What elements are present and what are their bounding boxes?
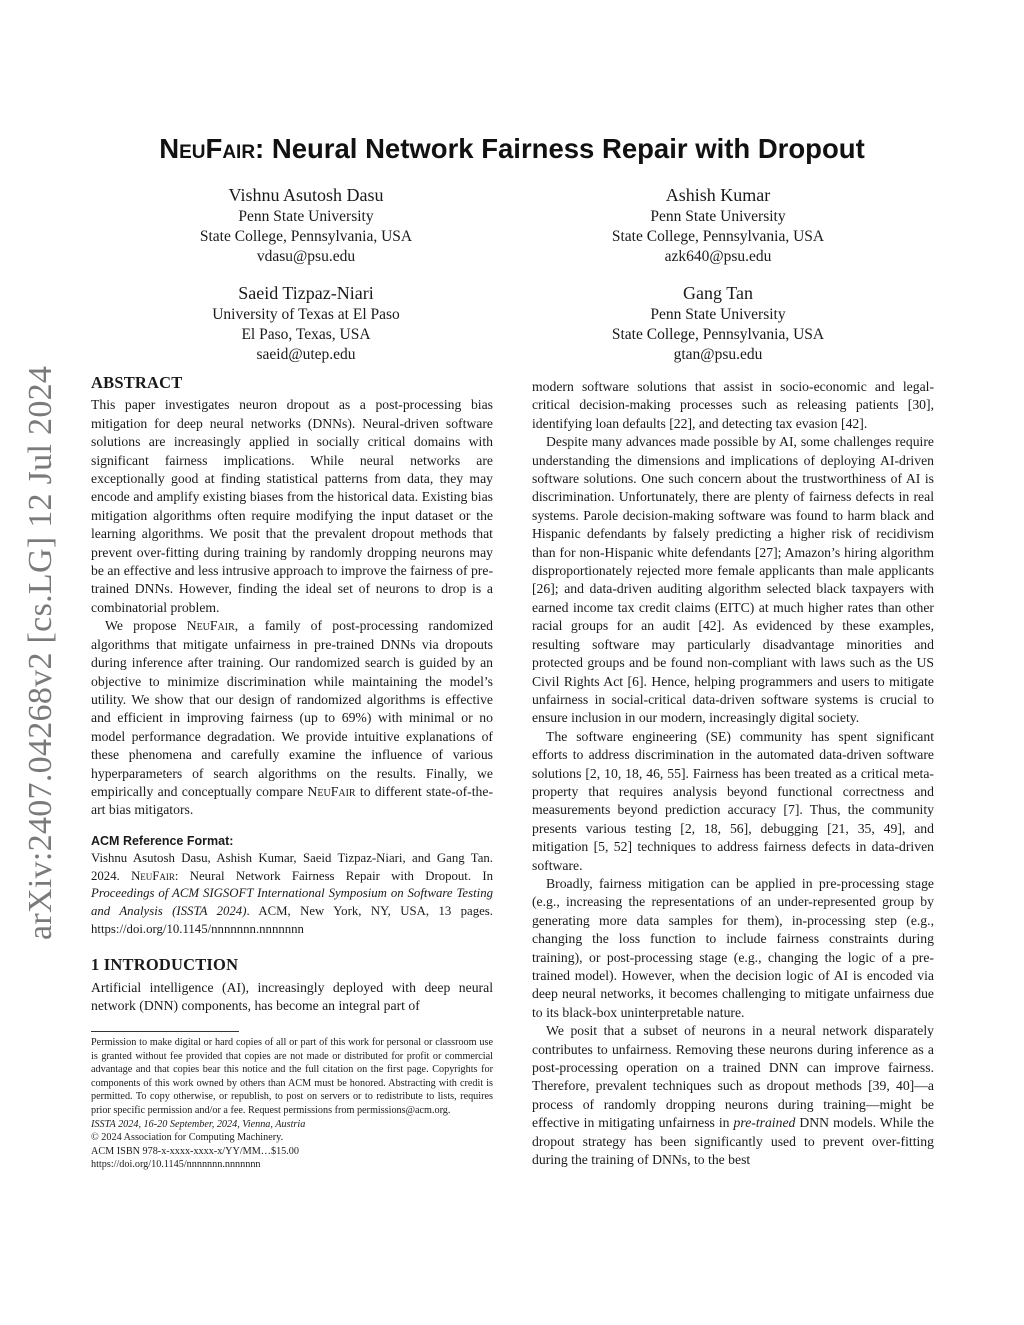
body-paragraph: Broadly, fairness mitigation can be applied in pre-processing stage (e.g., increasing the representations of an under-represented group by generating more data samples for them), in-processing step (e.g., changing the loss function to include fairness constraints during training), or post-processing stage (e.g., changing the logic of a pre-trained model). However, when the decision logic of AI is encoded via deep neural networks, it becomes challenging to mitigate unfairness due to its black-box uninterpretable nature. (532, 875, 934, 1020)
author-block (126, 281, 486, 365)
author-name: Saeid Tizpaz-Niari (238, 283, 374, 303)
system-name: NeuFair (307, 783, 356, 799)
author-email[interactable]: saeid@utep.edu (256, 346, 356, 363)
acm-reference-heading: ACM Reference Format: (91, 833, 234, 848)
conference-info: ISSTA 2024, 16-20 September, 2024, Vienna, Austria (91, 1118, 306, 1130)
body-paragraph: We posit that a subset of neurons in a neural network disparately contributes to unfairness. Removing these neurons during inference as a post-processing operation on a trained DNN can improve fairness. Therefore, prevalent techniques such as dropout methods [39, 40]—a process of randomly dropping neurons during training—might be effective in mitigating unfairness in pre-trained DNN models. While the dropout strategy has been significantly used to prevent over-fitting during the training of DNNs, to the best (532, 1023, 934, 1168)
author-name: Vishnu Asutosh Dasu (228, 185, 384, 205)
introduction-paragraph: Artificial intelligence (AI), increasingly deployed with deep neural network (DNN) components, has become an integral part of (91, 979, 493, 1013)
author-block (538, 281, 898, 365)
left-column (91, 374, 493, 1015)
author-name: Gang Tan (683, 283, 753, 303)
acm-reference-text: Vishnu Asutosh Dasu, Ashish Kumar, Saeid Tizpaz-Niari, and Gang Tan. 2024. NeuFair: Neural Network Fairness Repair with Dropout. In Proceedings of ACM SIGSOFT International Symposium on Software Testing and Analysis (ISSTA 2024). ACM, New York, NY, USA, 13 pages. https://doi.org/10.1145/nnnnnnn.nnnnnnn (91, 851, 493, 936)
copyright-line: © 2024 Association for Computing Machinery. (91, 1132, 284, 1144)
author-affiliation: Penn State University (238, 208, 374, 225)
title-rest: : Neural Network Fairness Repair with Dropout (255, 133, 865, 164)
title-system-name: NeuFair (159, 133, 256, 164)
introduction-heading: 1 INTRODUCTION (91, 955, 239, 975)
body-paragraph: Despite many advances made possible by AI, some challenges require understanding the dimensions and implications of deploying AI-driven software solutions. One such concern about the trustworthiness of AI is discrimination. Unfortunately, there are plenty of fairness defects in real systems. Parole decision-making software was found to harm black and Hispanic defendants by falsely predicting a higher risk of recidivism than for non-Hispanic white defendants [27]; Amazon’s hiring algorithm disproportionately rejected more female applicants than male applicants [26]; and data-driven auditing algorithm selected black taxpayers with earned income tax credit claims (EITC) at much higher rates than other racial groups for an audit [42]. As evidenced by these examples, resulting software may particularly disadvantage minorities and protected groups and be found non-compliant with laws such as the US Civil Rights Act [6]. Hence, helping programmers and users to mitigate unfairness in social-critical data-driven software systems is crucial to ensure inclusion in our modern, increasingly digital society. (532, 434, 934, 726)
author-affiliation: Penn State University (650, 208, 786, 225)
system-name: NeuFair (186, 618, 235, 634)
author-location: State College, Pennsylvania, USA (199, 228, 413, 245)
abstract-paragraph: This paper investigates neuron dropout as a post-processing bias mitigation for deep neural networks (DNNs). Neural-driven software solutions are increasingly applied in socially critical domains with significant fairness implications. While neural networks are exceptionally good at finding statistical patterns from data, they may encode and amplify existing biases from the historical data. Existing bias mitigation algorithms often require modifying the input dataset or the learning algorithms. We posit that the prevalent dropout methods that prevent over-fitting during training by randomly dropping neurons may be an effective and less intrusive approach to improve the fairness of pre-trained DNNs. However, finding the ideal set of neurons to drop is a combinatorial problem. (91, 397, 493, 615)
author-location: State College, Pennsylvania, USA (611, 228, 825, 245)
arxiv-identifier: arXiv:2407.04268v2 [cs.LG] 12 Jul 2024 (22, 365, 59, 940)
copyright-footnote (91, 1036, 493, 1172)
doi-link[interactable]: https://doi.org/10.1145/nnnnnnn.nnnnnnn (91, 1159, 261, 1171)
author-location: State College, Pennsylvania, USA (611, 326, 825, 343)
author-email[interactable]: vdasu@psu.edu (256, 248, 356, 265)
author-email[interactable]: gtan@psu.edu (673, 346, 763, 363)
abstract-heading: ABSTRACT (91, 373, 183, 392)
body-paragraph: modern software solutions that assist in socio-economic and legal-critical decision-making processes such as releasing patients [30], identifying loan defaults [22], and detecting tax evasion [42]. (532, 379, 934, 431)
abstract-paragraph: We propose NeuFair, a family of post-processing randomized algorithms that mitigate unfairness in pre-trained DNNs via dropouts during inference after training. Our randomized search is guided by an objective to minimize discrimination while maintaining the model’s utility. We show that our design of randomized algorithms is effective and efficient in improving fairness (up to 69%) with minimal or no model performance degradation. We provide intuitive explanations of these phenomena and carefully examine the influence of various hyperparameters of search algorithms on the results. Finally, we empirically and conceptually compare NeuFair to different state-of-the-art bias mitigators. (91, 618, 494, 818)
author-name: Ashish Kumar (665, 185, 771, 205)
permission-notice: Permission to make digital or hard copies of all or part of this work for personal or classroom use is granted without fee provided that copies are not made or distributed for profit or commercial advantage and that copies bear this notice and the full citation on the first page. Copyrights for components of this work owned by others than ACM must be honored. Abstracting with credit is permitted. To copy otherwise, or republish, to post on servers or to redistribute to lists, requires prior specific permission and/or a fee. Request permissions from permissions@acm.org. (91, 1037, 493, 1116)
isbn-line: ACM ISBN 978-x-xxxx-xxxx-x/YY/MM…$15.00 (91, 1145, 299, 1157)
author-email[interactable]: azk640@psu.edu (664, 248, 772, 265)
author-block (538, 183, 898, 267)
author-affiliation: Penn State University (650, 306, 786, 323)
author-affiliation: University of Texas at El Paso (212, 306, 400, 323)
author-location: El Paso, Texas, USA (241, 326, 371, 343)
right-column (532, 378, 934, 1169)
footnote-divider (91, 1031, 239, 1032)
body-paragraph: The software engineering (SE) community has spent significant efforts to address discrimination in the automated data-driven software solutions [2, 10, 18, 46, 55]. Fairness has been treated as a critical meta-property that requires analysis beyond functional correctness and measurements beyond prediction accuracy [7]. Thus, the community presents various testing [2, 18, 56], debugging [21, 35, 49], and mitigation [5, 52] techniques to address fairness defects in data-driven software. (532, 728, 934, 873)
paper-title (0, 133, 1024, 165)
author-block (126, 183, 486, 267)
